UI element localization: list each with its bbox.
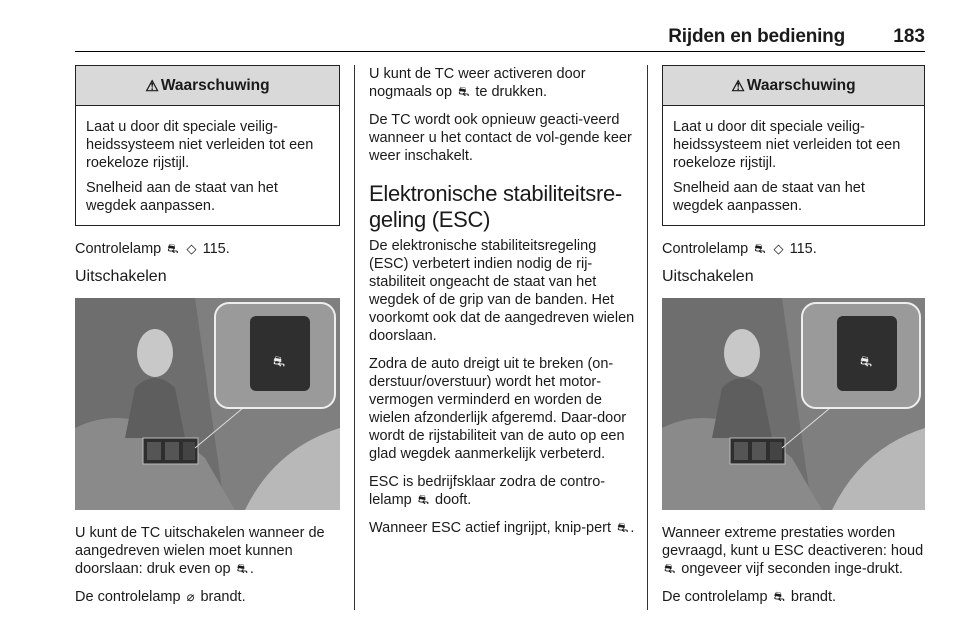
warning-text: Laat u door dit speciale veilig-heidssysteem niet verleiden tot een roekeloze rijstijl. bbox=[86, 119, 314, 171]
console-photo bbox=[662, 298, 925, 510]
warning-heading: Waarschuwing bbox=[160, 76, 270, 94]
warning-text: Snelheid aan de staat van het wegdek aanpassen. bbox=[86, 180, 278, 214]
paragraph: ESC is bedrijfsklaar zodra de contro-lelamp ⛐ dooft. bbox=[369, 474, 606, 508]
warning-body bbox=[663, 106, 924, 225]
warning-text: Laat u door dit speciale veilig-heidssysteem niet verleiden tot een roekeloze rijstijl. bbox=[673, 119, 901, 171]
tc-off-icon: ⌀ bbox=[186, 589, 195, 604]
esc-icon: ⛐ bbox=[236, 561, 248, 576]
esc-icon: ⛐ bbox=[458, 84, 470, 99]
paragraph: De elektronische stabiliteitsregeling (ESC) verbetert indien nodig de rij-stabiliteit ongeacht de staat van het wegdek of de grip van de banden. Het voorkomt ook dat de aangedreven wielen doorslaan. bbox=[369, 238, 635, 344]
paragraph: Wanneer ESC actief ingrijpt, knip-pert ⛐ . bbox=[369, 520, 635, 536]
warning-header bbox=[76, 66, 339, 106]
subheading: Uitschakelen bbox=[75, 268, 167, 285]
paragraph: De TC wordt ook opnieuw geacti-veerd wanneer u het contact de vol-gende keer weer inschakelt. bbox=[369, 112, 632, 164]
section-heading: Elektronische stabiliteitsre-geling (ESC) bbox=[369, 181, 622, 232]
column-divider bbox=[647, 65, 648, 610]
paragraph: U kunt de TC uitschakelen wanneer de aangedreven wielen moet kunnen doorslaan: druk even op ⛐ . bbox=[75, 525, 325, 577]
column-divider bbox=[354, 65, 355, 610]
column-3 bbox=[662, 65, 925, 616]
lamp-reference: Controlelamp ⛐ ◇ 115. bbox=[75, 241, 230, 257]
warning-icon: ⚠ bbox=[145, 77, 159, 95]
warning-header bbox=[663, 66, 924, 106]
esc-icon: ⛐ bbox=[754, 241, 766, 256]
page-number: 183 bbox=[893, 26, 925, 47]
warning-body bbox=[76, 106, 339, 225]
svg-text:⛐: ⛐ bbox=[273, 354, 286, 370]
svg-text:⛐: ⛐ bbox=[860, 354, 873, 370]
warning-heading: Waarschuwing bbox=[746, 76, 856, 94]
page-ref-icon: ◇ bbox=[773, 241, 784, 256]
warning-box bbox=[75, 65, 340, 226]
paragraph: De controlelamp ⌀ brandt. bbox=[75, 589, 246, 605]
warning-box bbox=[662, 65, 925, 226]
warning-text: Snelheid aan de staat van het wegdek aanpassen. bbox=[673, 180, 865, 214]
console-photo bbox=[75, 298, 340, 510]
paragraph: U kunt de TC weer activeren door nogmaals op ⛐ te drukken. bbox=[369, 66, 586, 100]
paragraph: Zodra de auto dreigt uit te breken (on-derstuur/overstuur) wordt het motor-vermogen verminderd en worden de wielen afzonderlijk afgeremd. Daar-door wordt de rijstabiliteit van de auto op een glad wegdek aanmerkelijk verbeterd. bbox=[369, 356, 627, 462]
esc-icon: ⛐ bbox=[664, 561, 676, 576]
column-2 bbox=[369, 65, 635, 547]
column-1 bbox=[75, 65, 340, 616]
paragraph: De controlelamp ⛐ brandt. bbox=[662, 589, 837, 605]
page-header bbox=[75, 26, 925, 52]
warning-icon: ⚠ bbox=[731, 77, 745, 95]
subheading: Uitschakelen bbox=[662, 268, 754, 285]
esc-icon: ⛐ bbox=[617, 520, 629, 535]
lamp-reference: Controlelamp ⛐ ◇ 115. bbox=[662, 241, 817, 257]
paragraph: Wanneer extreme prestaties worden gevraagd, kunt u ESC deactiveren: houd ⛐ ongeveer vijf seconden inge-drukt. bbox=[662, 525, 924, 577]
section-title: Rijden en bediening bbox=[668, 26, 845, 47]
esc-icon: ⛐ bbox=[417, 492, 429, 507]
esc-icon: ⛐ bbox=[167, 241, 179, 256]
esc-off-icon: ⛐ bbox=[773, 589, 785, 604]
page-ref-icon: ◇ bbox=[186, 241, 197, 256]
